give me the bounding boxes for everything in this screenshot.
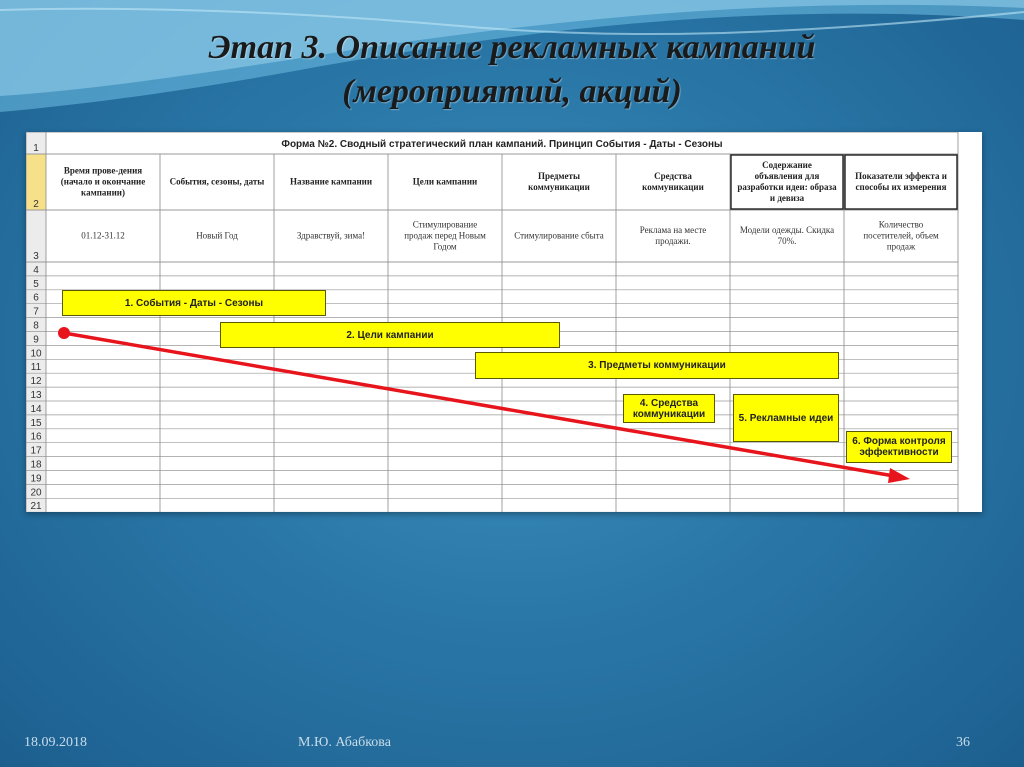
row-number: 16 bbox=[30, 431, 42, 443]
row-number: 15 bbox=[30, 417, 42, 429]
footer-date: 18.09.2018 bbox=[24, 735, 87, 750]
data-cell: Стимулирование сбыта bbox=[514, 230, 604, 241]
row-number: 11 bbox=[30, 362, 42, 374]
step-4-box: 4. Средства коммуникации bbox=[623, 394, 715, 423]
slide-title-line-1: Этап 3. Описание рекламных кампаний bbox=[208, 29, 816, 66]
header-cell: События, сезоны, даты bbox=[169, 176, 265, 187]
row-number: 12 bbox=[30, 376, 42, 388]
data-cell: Здравствуй, зима! bbox=[296, 230, 366, 241]
step-6-box: 6. Форма контроля эффективности bbox=[846, 431, 952, 463]
form-title: Форма №2. Сводный стратегический план кампаний. Принцип События - Даты - Сезоны bbox=[281, 139, 723, 150]
step-3-box: 3. Предметы коммуникации bbox=[475, 352, 839, 379]
header-cell: Цели кампании bbox=[412, 176, 478, 187]
data-cell: Новый Год bbox=[196, 230, 238, 241]
step-2-box: 2. Цели кампании bbox=[220, 322, 560, 348]
data-cell: Стимулирование продаж перед Новым Годом bbox=[404, 219, 486, 252]
row-number: 7 bbox=[33, 306, 39, 318]
row-number: 13 bbox=[30, 390, 42, 401]
spreadsheet-image bbox=[26, 132, 982, 512]
row-number: 8 bbox=[33, 320, 39, 332]
header-cell: Название кампании bbox=[289, 176, 373, 187]
row-number: 10 bbox=[30, 348, 42, 360]
data-cell: Реклама на месте продажи. bbox=[639, 225, 707, 246]
header-cell: Показатели эффекта и способы их измерения bbox=[855, 171, 947, 192]
row-number: 1 bbox=[33, 143, 39, 154]
slide-title-line-2: (мероприятий, акций) bbox=[342, 73, 682, 110]
row-number: 9 bbox=[33, 334, 39, 346]
row-number: 19 bbox=[30, 473, 42, 485]
row-number: 17 bbox=[30, 445, 42, 457]
step-1-box: 1. События - Даты - Сезоны bbox=[62, 290, 326, 316]
row-number: 2 bbox=[33, 199, 39, 210]
slide-title bbox=[0, 26, 1024, 114]
footer-page-number: 36 bbox=[956, 735, 970, 750]
header-cell: Время прове-дения (начало и окончание кампании) bbox=[60, 165, 146, 198]
row-number: 21 bbox=[30, 501, 42, 512]
header-cell: Предметы коммуникации bbox=[528, 171, 590, 192]
row-number: 20 bbox=[30, 487, 42, 499]
row-number: 6 bbox=[33, 292, 39, 304]
header-cell: Средства коммуникации bbox=[642, 171, 704, 192]
row-number: 5 bbox=[33, 278, 39, 290]
row-number: 4 bbox=[33, 264, 39, 276]
row-number: 3 bbox=[33, 251, 39, 262]
data-cell: Количество посетителей, объем продаж bbox=[863, 219, 939, 252]
row-number: 18 bbox=[30, 459, 42, 471]
row-number: 14 bbox=[30, 403, 42, 415]
data-cell: 01.12-31.12 bbox=[81, 230, 125, 241]
footer-author: М.Ю. Абабкова bbox=[298, 735, 391, 750]
header-cell: Содержание объявления для разработки идеи: образа и девиза bbox=[737, 160, 837, 203]
step-5-box: 5. Рекламные идеи bbox=[733, 394, 839, 442]
data-cell: Модели одежды. Скидка 70%. bbox=[739, 225, 835, 246]
